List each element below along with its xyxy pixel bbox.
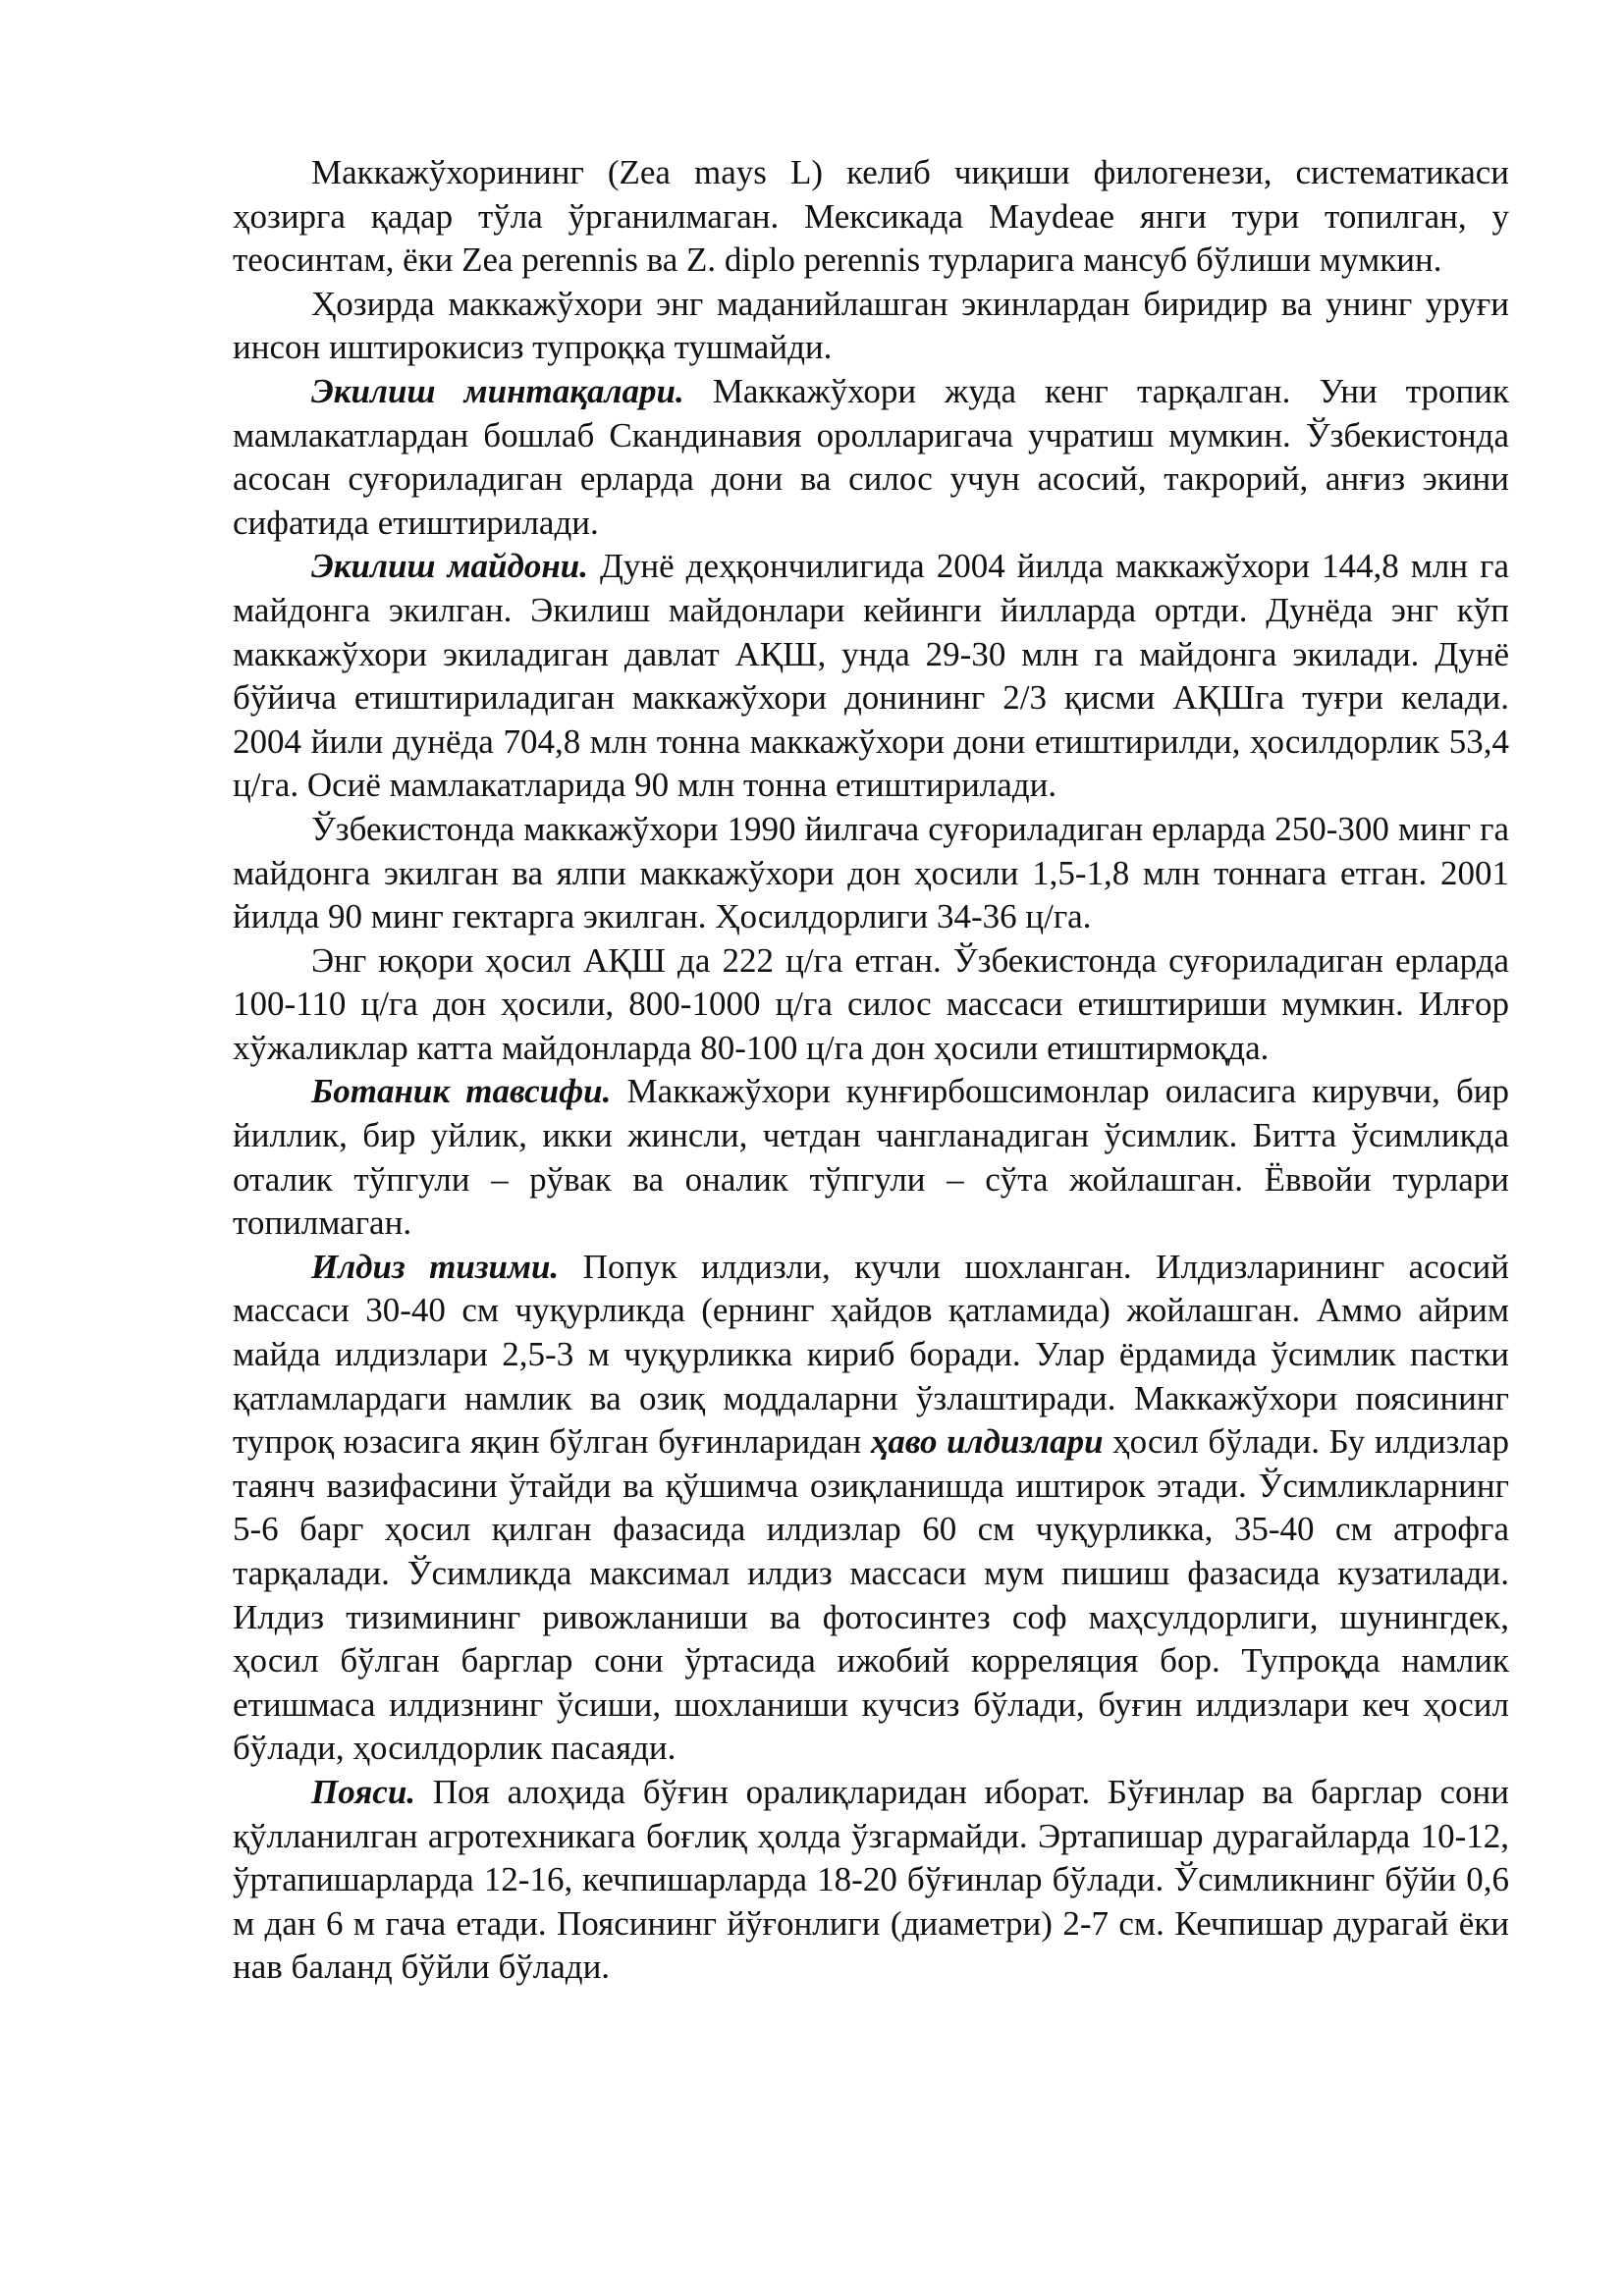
section-heading-area: Экилиш майдони. <box>311 547 589 586</box>
paragraph-text: Маккажўхори жуда кенг тарқалган. Уни тропик мамлакатлардан бошлаб Скандинавия оролларигача учратиш мумкин. Ўзбекистонда асосан суғориладиган ерларда дони ва силос учун асосий, такрорий, анғиз экини сифатида етиштирилади. <box>233 371 1509 542</box>
paragraph-uzbekistan <box>233 808 1509 939</box>
paragraph-cultivation <box>233 283 1509 370</box>
document-page <box>233 151 1509 1990</box>
paragraph-origin <box>233 151 1509 283</box>
paragraph-text: Попук илдизли, кучли шохланган. Илдизларининг асосий массаси 30-40 см чуқурликда (ернинг ҳайдов қатламида) жойлашган. Аммо айрим майда илдизлари 2,5-3 м чуқурликка кириб боради. Улар ёрдамида ўсимлик пастки қатламлардаги намлик ва озиқ моддаларни ўзлаштиради. Маккажўхори поясининг тупроқ юзасига яқин бўлган буғинларидан <box>233 1247 1509 1462</box>
section-heading-regions: Экилиш минтақалари. <box>311 371 684 410</box>
paragraph-text: Маккажўхори кунғирбошсимонлар оиласига кирувчи, бир йиллик, бир уйлик, икки жинсли, четдан чангланадиган ўсимлик. Битта ўсимликда оталик тўпгули – рўвак ва оналик тўпгули – сўта жойлашган. Ёввойи турлари топилмаган. <box>233 1072 1510 1243</box>
paragraph-botany <box>233 1070 1509 1245</box>
paragraph-text: Ўзбекистонда маккажўхори 1990 йилгача суғориладиган ерларда 250-300 минг га майдонга экилган ва ялпи маккажўхори дон ҳосили 1,5-1,8 млн тоннага етган. 2001 йилда 90 минг гектарга экилган. Ҳосилдорлиги 34-36 ц/га. <box>233 809 1509 936</box>
paragraph-text: Дунё деҳқончилигида 2004 йилда маккажўхори 144,8 млн га майдонга экилган. Экилиш майдонлари кейинги йилларда ортди. Дунёда энг кўп маккажўхори экиладиган давлат АҚШ, унда 29-30 млн га майдонга экилади. Дунё бўйича етиштириладиган маккажўхори донининг 2/3 қисми АҚШга туғри келади. 2004 йили дунёда 704,8 млн тонна маккажўхори дони етиштирилди, ҳосилдорлик 53,4 ц/га. Осиё мамлакатларида 90 млн тонна етиштирилади. <box>233 547 1509 805</box>
paragraph-text: Поя алоҳида бўғин оралиқларидан иборат. Бўғинлар ва барглар сони қўлланилган агротехникага боғлиқ ҳолда ўзгармайди. Эртапишар дурагайларда 10-12, ўртапишарларда 12-16, кечпишарларда 18-20 бўғинлар бўлади. Ўсимликнинг бўйи 0,6 м дан 6 м гача етади. Поясининг йўғонлиги (диаметри) 2-7 см. Кечпишар дурагай ёки нав баланд бўйли бўлади. <box>233 1772 1509 1987</box>
section-heading-roots: Илдиз тизими. <box>311 1247 560 1286</box>
paragraph-regions <box>233 370 1509 545</box>
paragraph-text: Ҳозирда маккажўхори энг маданийлашган экинлардан биридир ва унинг уруғи инсон иштирокисиз тупроққа тушмайди. <box>233 284 1509 367</box>
paragraph-text: Энг юқори ҳосил АҚШ да 222 ц/га етган. Ўзбекистонда суғориладиган ерларда 100-110 ц/га дон ҳосили, 800-1000 ц/га силос массаси етиштириши мумкин. Илғор хўжаликлар катта майдонларда 80-100 ц/га дон ҳосили етиштирмоқда. <box>233 940 1509 1067</box>
paragraph-text: Маккажўхорининг (Zea mays L) келиб чиқиши филогенези, систематикаси ҳозирга қадар тўла ўрганилмаган. Мексикада Maydeae янги тури топилган, у теосинтам, ёки Zea perennis ва Z. diplo perennis турларига мансуб бўлиши мумкин. <box>233 153 1509 280</box>
section-heading-stem: Пояси. <box>311 1772 416 1811</box>
paragraph-area <box>233 545 1509 808</box>
term-air-roots: ҳаво илдизлари <box>870 1422 1104 1462</box>
paragraph-text: ҳосил бўлади. Бу илдизлар таянч вазифасини ўтайди ва қўшимча озиқланишда иштирок этади. Ўсимликларнинг 5-6 барг ҳосил қилган фазасида илдизлар 60 см чуқурликка, 35-40 см атрофга тарқалади. Ўсимликда максимал илдиз массаси мум пишиш фазасида кузатилади. Илдиз тизимининг ривожланиши ва фотосинтез соф маҳсулдорлиги, шунингдек, ҳосил бўлган барглар сони ўртасида ижобий корреляция бор. Тупроқда намлик етишмаса илдизнинг ўсиши, шохланиши кучсиз бўлади, буғин илдизлари кеч ҳосил бўлади, ҳосилдорлик пасаяди. <box>233 1422 1509 1768</box>
paragraph-yield <box>233 939 1509 1071</box>
paragraph-stem <box>233 1771 1509 1990</box>
paragraph-roots <box>233 1246 1509 1771</box>
section-heading-botany: Ботаник тавсифи. <box>311 1072 612 1111</box>
